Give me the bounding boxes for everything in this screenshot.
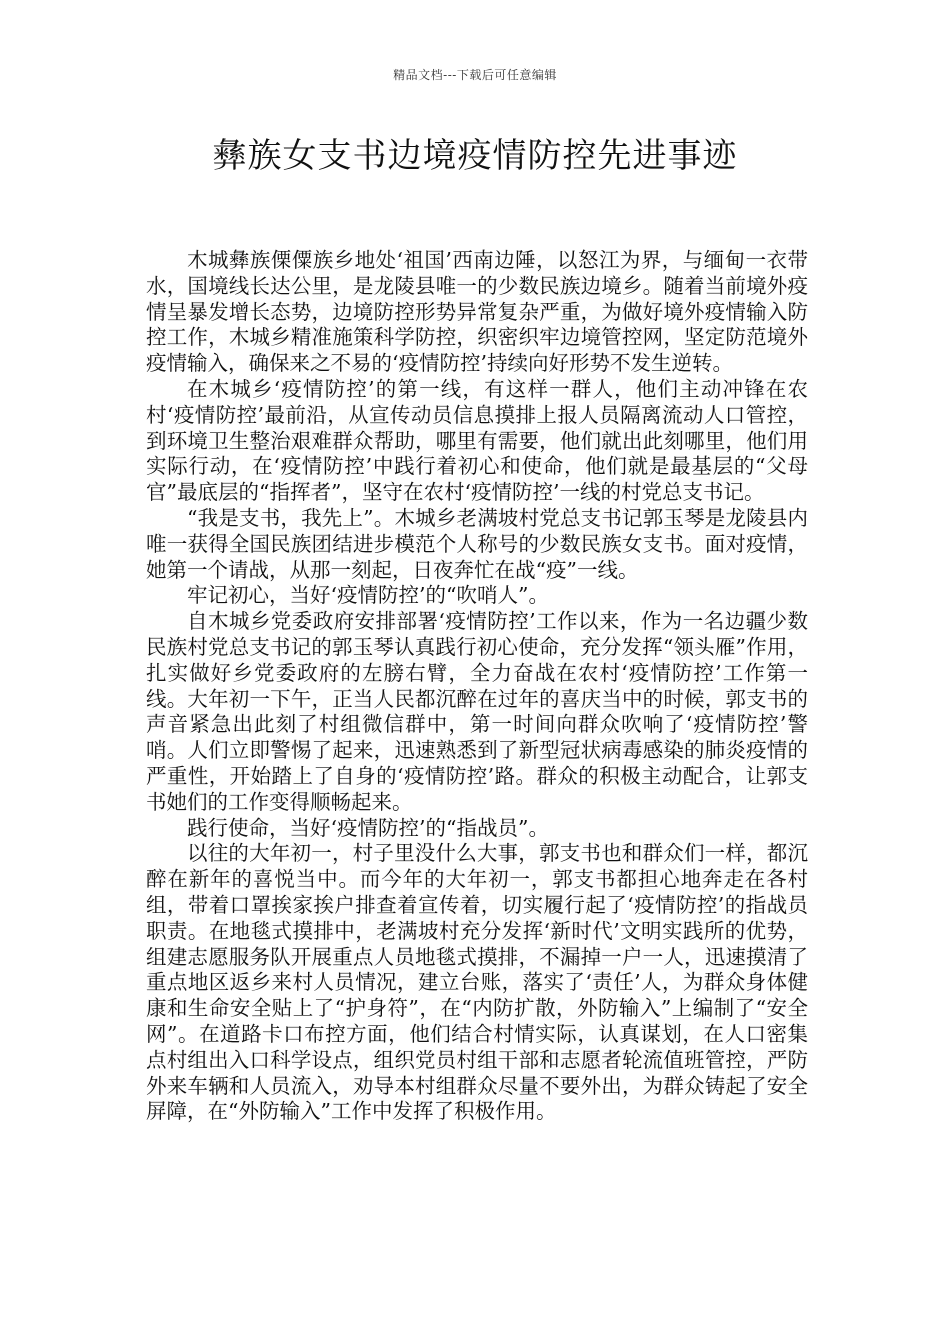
section-heading: 牢记初心，当好‘疫情防控’的“吹哨人”。: [187, 583, 549, 608]
document-body: [146, 248, 808, 1125]
paragraph: 以往的大年初一，村子里没什么大事，郭支书也和群众们一样，都沉醉在新年的喜悦当中。而今年的大年初一，郭支书都担心地奔走在各村组，带着口罩挨家挨户排查着宣传着，切实履行起了‘疫情防控’的指战员职责。在地毯式摸排中，老满坡村充分发挥‘新时代’文明实践所的优势，组建志愿服务队开展重点人员地毯式摸排，不漏掉一户一人，迅速摸清了重点地区返乡来村人员情况，建立台账，落实了‘责任’人，为群众身体健康和生命安全贴上了“护身符”，在“内防扩散，外防输入”上编制了“安全网”。在道路卡口布控方面，他们结合村情实际，认真谋划，在人口密集点村组出入口科学设点，组织党员村组干部和志愿者轮流值班管控，严防外来车辆和人员流入，劝导本村组群众尽量不要外出，为群众铸起了安全屏障，在“外防输入”工作中发挥了积极作用。: [146, 841, 808, 1124]
paragraph: 木城彝族傈僳族乡地处‘祖国’西南边陲，以怒江为界，与缅甸一衣带水，国境线长达公里，是龙陵县唯一的少数民族边境乡。随着当前境外疫情呈暴发增长态势，边境防控形势异常复杂严重，为做好境外疫情输入防控工作，木城乡精准施策科学防控，织密织牢边境管控网，坚定防范境外疫情输入，确保来之不易的‘疫情防控’持续向好形势不发生逆转。: [146, 248, 808, 376]
paragraph: 自木城乡党委政府安排部署‘疫情防控’工作以来，作为一名边疆少数民族村党总支书记的郭玉琴认真践行初心使命，充分发挥“领头雁”作用，扎实做好乡党委政府的左膀右臂，全力奋战在农村‘疫情防控’工作第一线。大年初一下午，正当人民都沉醉在过年的喜庆当中的时候，郭支书的声音紧急出此刻了村组微信群中，第一时间向群众吹响了‘疫情防控’警哨。人们立即警惕了起来，迅速熟悉到了新型冠状病毒感染的肺炎疫情的严重性，开始踏上了自身的‘疫情防控’路。群众的积极主动配合，让郭支书她们的工作变得顺畅起来。: [146, 609, 808, 814]
paragraph: “我是支书，我先上”。木城乡老满坡村党总支书记郭玉琴是龙陵县内唯一获得全国民族团结进步模范个人称号的少数民族女支书。面对疫情，她第一个请战，从那一刻起，日夜奔忙在战“疫”一线。: [146, 505, 808, 582]
paragraph: 在木城乡‘疫情防控’的第一线，有这样一群人，他们主动冲锋在农村‘疫情防控’最前沿，从宣传动员信息摸排上报人员隔离流动人口管控，到环境卫生整治艰难群众帮助，哪里有需要，他们就出此刻哪里，他们用实际行动，在‘疫情防控’中践行着初心和使命，他们就是最基层的“父母官”最底层的“指挥者”，坚守在农村‘疫情防控’一线的村党总支书记。: [146, 376, 808, 505]
section-heading: 践行使命，当好‘疫情防控’的“指战员”。: [187, 815, 549, 840]
document-title: 彝族女支书边境疫情防控先进事迹: [212, 136, 738, 176]
header-note: 精品文档---下载后可任意编辑: [393, 68, 557, 82]
